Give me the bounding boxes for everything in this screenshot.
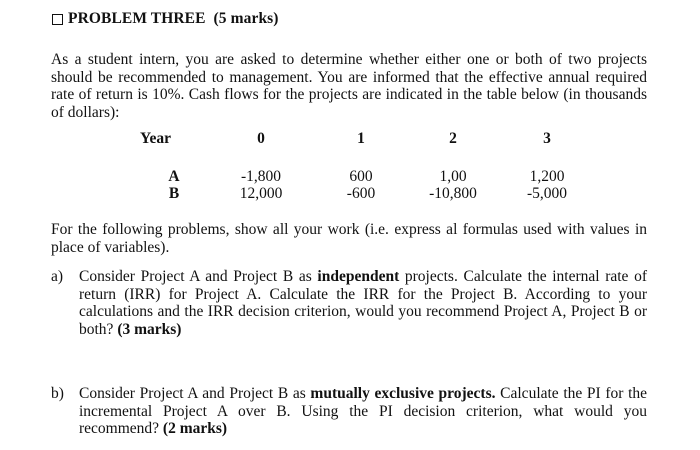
problem-title: PROBLEM THREE <box>68 10 206 27</box>
year-cell: 1 <box>357 130 365 147</box>
table-cell: -10,800 <box>429 185 477 202</box>
checkbox-icon <box>52 14 63 25</box>
table-cell: -600 <box>346 185 376 202</box>
table-cell: 1,200 <box>529 168 565 185</box>
question-a <box>51 268 647 338</box>
year-header: Year <box>140 130 171 147</box>
row-label: B <box>168 185 180 202</box>
table-cell: 1,00 <box>439 168 467 185</box>
row-label: A <box>168 168 180 185</box>
table-cell: 12,000 <box>239 185 283 202</box>
instructions-paragraph: For the following problems, show all your work (i.e. express al formulas used with values in place of variables). <box>51 221 647 256</box>
table-cell: 600 <box>349 168 373 185</box>
year-cell: 0 <box>257 130 265 147</box>
problem-heading <box>52 10 279 28</box>
table-row <box>140 168 596 185</box>
question-letter: a) <box>51 268 64 285</box>
year-cell: 2 <box>449 130 457 147</box>
table-cell: -1,800 <box>240 168 282 185</box>
problem-marks: (5 marks) <box>213 10 279 27</box>
question-text: Consider Project A and Project B as independent projects. Calculate the internal rate of return (IRR) for Project A. Calculate the IRR for the Project B. According to your calculations and the IRR decision criterion, would you recommend Project A, Project B or both? (3 marks) <box>79 268 647 338</box>
intro-paragraph: As a student intern, you are asked to determine whether either one or both of two projects should be recommended to management. You are informed that the effective annual required rate of return is 10%. Cash flows for the projects are indicated in the table below (in thousands of dollars): <box>51 51 647 121</box>
cash-flow-table <box>140 130 596 202</box>
table-header-row <box>140 130 596 156</box>
table-cell: -5,000 <box>526 185 568 202</box>
question-letter: b) <box>51 385 64 402</box>
year-cell: 3 <box>543 130 551 147</box>
question-text: Consider Project A and Project B as mutually exclusive projects. Calculate the PI for the incremental Project A over B. Using the PI decision criterion, what would you recommend? (2 marks) <box>79 385 648 438</box>
question-b <box>51 385 647 438</box>
table-row <box>140 185 596 202</box>
